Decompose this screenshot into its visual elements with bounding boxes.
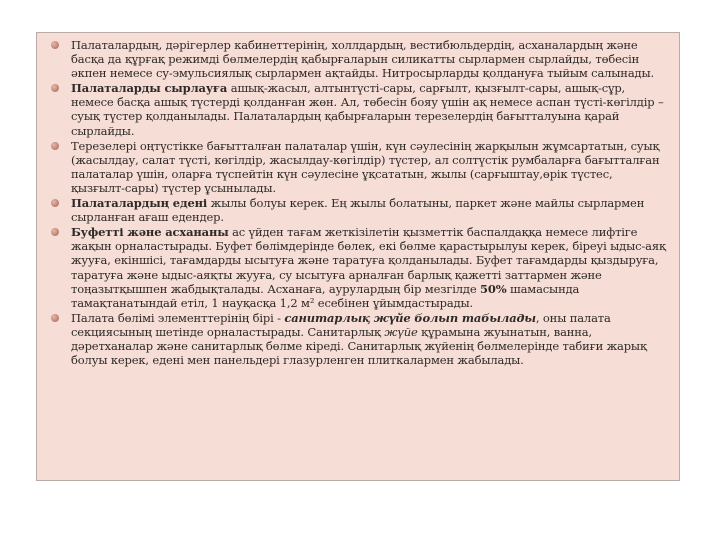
item-heading: Палаталарды сырлауға (71, 81, 228, 96)
item-heading: Буфетті және асхананы (71, 225, 229, 240)
item-text: ашық-жасыл, алтынтүсті-сары, сарғылт, қызғылт-сары, ашық-сұр, немесе басқа ашық түстерді қолданған жөн. Ал, төбесін бояу үшін ақ немесе аспан түсті-көгілдір – суық түстер қолданылады. Палаталардың қабырғаларын терезелердің бағытталуына қарай сырлайды. (71, 81, 664, 138)
bullet-dot-icon (51, 41, 59, 49)
item-text-continued: шамасында тамақтанатындай етіл, 1 науқасқа 1,2 м² есебінен ұйымдастырады. (71, 281, 580, 310)
bullet-list (49, 38, 669, 367)
item-text: жылы болуы керек. Ең жылы болатыны, паркет және майлы сырлармен сырланған ағаш едендер. (71, 196, 645, 225)
content-panel (36, 32, 680, 481)
item-heading: Палаталардың едені (71, 196, 208, 211)
bullet-item-sanitary-system (49, 311, 669, 367)
item-text: Терезелері оңтүстікке бағытталған палаталар үшін, күн сәулесінің жарқылын жұмсартатын, суық (жасылдау, салат түсті, көгілдір, жасылдау-көгілдір) түстер, ал солтүстік румбаларға бағытталған палаталар үшін, оларға түспейтін күн сәулесіне ұқсататын, жылы (сарғыштау,өрік түстес, қызғылт-сары) түстер ұсынылады. (71, 138, 660, 195)
bullet-item-buffet-canteen (49, 225, 669, 310)
bullet-dot-icon (51, 142, 59, 150)
item-text-continued: , оны палата секциясының шетінде орналастырады. Санитарлық (71, 310, 611, 339)
bullet-item-ward-floor (49, 196, 669, 224)
item-italic-word: жүйе (384, 324, 418, 339)
bullet-dot-icon (51, 84, 59, 92)
item-percent: 50% (480, 281, 507, 296)
item-text: Палаталардың, дәрігерлер кабинеттерінің, холлдардың, вестибюльдердің, асханалардың және басқа да құрғақ режимді бөлмелердің қабырғаларын силикатты сырлармен сырлайды, төбесін әкпен немесе су-эмульсиялық сырлармен ақтайды. Нитросырларды қолдануға тыйым салынады. (71, 38, 654, 81)
bullet-item-walls (49, 38, 669, 80)
bullet-item-window-orientation (49, 139, 669, 195)
bullet-dot-icon (51, 199, 59, 207)
item-text: Палата бөлімі элементтерінің бірі - (71, 310, 285, 325)
item-emphasis: санитарлық жүйе болып табылады (284, 310, 536, 325)
bullet-dot-icon (51, 314, 59, 322)
item-text-end: құрамына жуынатын, ванна, дәретханалар және санитарлық бөлме кіреді. Санитарлық жүйенің бөлмелерінде табиғи жарық болуы керек, едені мен панельдері глазурленген плиткалармен жабылады. (71, 324, 647, 368)
bullet-dot-icon (51, 228, 59, 236)
item-text: ас үйден тағам жеткізілетін қызметтік баспалдаққа немесе лифтіге жақын орналастырады. Буфет бөлімдерінде бөлек, екі бөлме қарастырылуы керек, біреуі ыдыс-аяқ жууға, екіншісі, тағамдарды ысытуға және таратуға қолданылады. Буфет тағамдарды қыздыруға, таратуға және ыдыс-аяқты жууға, су ысытуға арналған барлық қажетті заттармен және тоңазытқышпен жабдықталады. Асханаға, аурулардың бір мезгілде (71, 225, 666, 296)
bullet-item-ward-painting (49, 81, 669, 137)
